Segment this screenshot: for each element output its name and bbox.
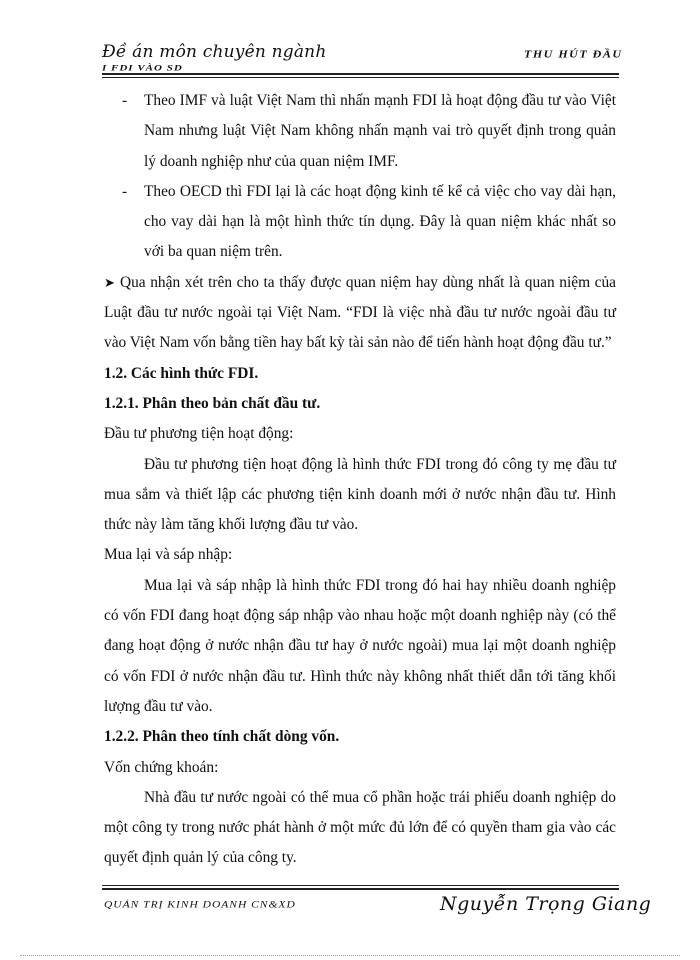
footer-rule-thin: [102, 885, 619, 886]
header-title: Đề án môn chuyên ngành: [102, 42, 327, 62]
section-heading-1-2-2: 1.2.2. Phân theo tính chất dòng vốn.: [104, 728, 340, 746]
list-item: [104, 86, 616, 177]
paragraph: Mua lại và sáp nhập là hình thức FDI trong đó hai hay nhiều doanh nghiệp có vốn FDI đang hoạt động sáp nhập vào nhau hoặc một doanh nghiệp này (có thể đang hoạt động ở nước nhận đầu tư hay ở nước ngoài) mua lại một doanh nghiệp có vốn FDI ở nước nhận đầu tư. Hình thức này không nhất thiết dẫn tới tăng khối lượng đầu tư vào.: [104, 576, 616, 715]
section-heading-1-2: 1.2. Các hình thức FDI.: [104, 364, 259, 382]
section-heading-1-2-1: 1.2.1. Phân theo bản chất đầu tư.: [104, 394, 321, 412]
bullet-text: Theo OECD thì FDI lại là các hoạt động kinh tế kể cả việc cho vay dài hạn, cho vay dài hạn là một hình thức tín dụng. Đây là quan niệm khác nhất so với ba quan niệm trên.: [144, 182, 616, 261]
list-item: [104, 177, 616, 268]
conclusion-text: Qua nhận xét trên cho ta thấy được quan niệm hay dùng nhất là quan niệm của Luật đầu tư nước ngoài tại Việt Nam. “FDI là việc nhà đầu tư nước ngoài đầu tư vào Việt Nam vốn bằng tiền hay bất kỳ tài sản nào để tiến hành hoạt động đầu tư.”: [104, 273, 616, 352]
subsection-label: Mua lại và sáp nhập:: [104, 546, 233, 564]
subsection-label: Đầu tư phương tiện hoạt động:: [104, 425, 294, 443]
bullet-dash: -: [122, 92, 128, 109]
footer-department: QUẢN TRỊ KINH DOANH CN&XD: [104, 900, 296, 911]
subsection-label: Vốn chứng khoán:: [104, 758, 219, 776]
bullet-text: Theo IMF và luật Việt Nam thì nhấn mạnh FDI là hoạt động đầu tư vào Việt Nam nhưng luật Việt Nam không nhấn mạnh vai trò quyết định trong quản lý doanh nghiệp như của quan niệm IMF.: [144, 92, 616, 170]
document-body: [104, 86, 616, 874]
page-break-line: [20, 955, 680, 956]
paragraph: Nhà đầu tư nước ngoài có thể mua cổ phần hoặc trái phiếu doanh nghiệp do một công ty trong nước phát hành ở một mức đủ lớn để có quyền tham gia vào các quyết định quản lý của công ty.: [104, 788, 616, 867]
footer-author: Nguyễn Trọng Giang: [440, 893, 652, 915]
bullet-dash: -: [122, 182, 128, 200]
header-rule-thick: [102, 73, 619, 75]
arrow-icon: ➤: [104, 274, 115, 290]
header-topic: THU HÚT ĐẦU: [524, 48, 623, 61]
header-subtitle: I FDI VÀO SD: [102, 63, 183, 73]
paragraph: Đầu tư phương tiện hoạt động là hình thức FDI trong đó công ty mẹ đầu tư mua sắm và thiết lập các phương tiện kinh doanh mới ở nước nhận đầu tư. Hình thức này làm tăng khối lượng đầu tư vào.: [104, 455, 616, 534]
footer-rule-thick: [102, 888, 619, 890]
conclusion-paragraph: [104, 268, 616, 359]
header-rule-thin: [102, 77, 619, 78]
